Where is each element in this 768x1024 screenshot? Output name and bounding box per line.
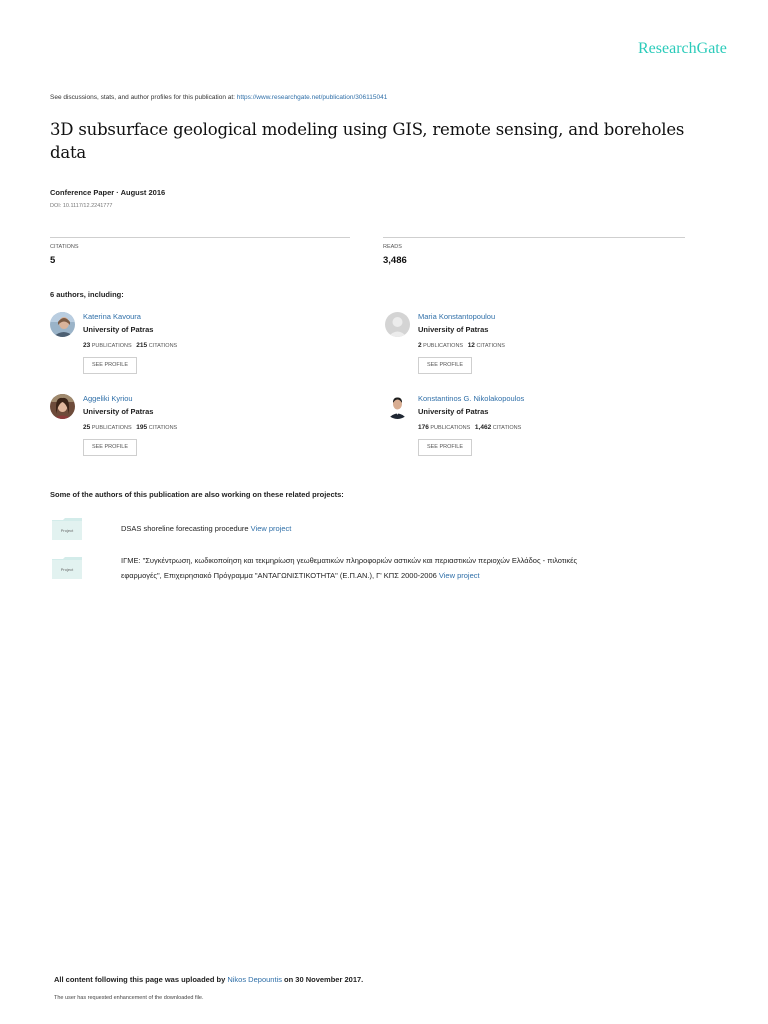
related-projects-heading: Some of the authors of this publication are also working on these related projects:: [50, 490, 344, 499]
author-publications-count: 2: [418, 342, 422, 349]
author-avatar[interactable]: [50, 394, 75, 419]
discussion-line: [50, 94, 387, 101]
reads-value: 3,486: [383, 255, 407, 266]
publications-label: PUBLICATIONS: [423, 343, 464, 349]
researchgate-logo[interactable]: ResearchGate: [638, 40, 727, 57]
project-title-line1: ΙΓΜΕ: "Συγκέντρωση, κωδικοποίηση και τεκμηρίωση γεωθεματικών πληροφοριών αστικών και περιαστικών περιοχών Ελλάδος - πιλοτικές: [121, 556, 578, 565]
upload-suffix: on 30 November 2017.: [281, 975, 364, 984]
author-citations-count: 215: [136, 342, 148, 349]
citations-label: CITATIONS: [492, 425, 522, 431]
citations-value: 5: [50, 255, 56, 266]
publication-url-link[interactable]: https://www.researchgate.net/publication/306115041: [236, 94, 388, 101]
author-institution: University of Patras: [418, 407, 489, 416]
author-citations-count: 1,462: [474, 424, 492, 431]
paper-doi: DOI: 10.1117/12.2241777: [50, 203, 113, 209]
view-project-link[interactable]: View project: [438, 571, 480, 580]
citations-label: CITATIONS: [148, 343, 178, 349]
publications-label: PUBLICATIONS: [430, 425, 471, 431]
project-folder-icon: [52, 518, 82, 540]
enhancement-note: The user has requested enhancement of the downloaded file.: [54, 995, 204, 1001]
citations-label: CITATIONS: [148, 425, 178, 431]
author-stats: [83, 342, 177, 349]
project-title: DSAS shoreline forecasting procedure: [121, 524, 251, 533]
author-name-link[interactable]: Katerina Kavoura: [83, 312, 141, 321]
publications-label: PUBLICATIONS: [91, 343, 132, 349]
project-folder-icon: [52, 557, 82, 579]
author-name-link[interactable]: Maria Konstantopoulou: [418, 312, 496, 321]
author-institution: University of Patras: [83, 325, 154, 334]
project-icon-label: Project: [60, 528, 74, 533]
author-publications-count: 23: [83, 342, 91, 349]
author-stats: [418, 424, 521, 431]
project-title-line2-wrapper: [121, 568, 711, 583]
author-institution: University of Patras: [418, 325, 489, 334]
reads-label: READS: [383, 244, 402, 250]
citations-label: CITATIONS: [476, 343, 505, 349]
author-card: [385, 312, 705, 382]
project-title-line2: εφαρμογές", Επιχειρησιακό Πρόγραμμα "ΑΝΤΑΓΩΝΙΣΤΙΚΟΤΗΤΑ" (Ε.Π.ΑΝ.), Γ' ΚΠΣ 2000-2006: [121, 571, 439, 580]
project-description: [121, 553, 711, 583]
author-card: [385, 394, 705, 464]
reads-divider: [383, 237, 685, 238]
discussion-prefix: See discussions, stats, and author profiles for this publication at:: [50, 94, 237, 101]
author-avatar[interactable]: [50, 312, 75, 337]
project-description: [121, 521, 291, 536]
author-stats: [418, 342, 505, 349]
see-profile-button[interactable]: SEE PROFILE: [83, 439, 137, 456]
author-name-link[interactable]: Konstantinos G. Nikolakopoulos: [418, 394, 525, 403]
author-name-link[interactable]: Aggeliki Kyriou: [83, 394, 133, 403]
citations-divider: [50, 237, 350, 238]
author-stats: [83, 424, 177, 431]
author-publications-count: 176: [418, 424, 429, 431]
author-avatar[interactable]: [385, 394, 410, 419]
author-institution: University of Patras: [83, 407, 154, 416]
publications-label: PUBLICATIONS: [91, 425, 132, 431]
author-avatar-placeholder[interactable]: [385, 312, 410, 337]
author-citations-count: 195: [136, 424, 148, 431]
upload-notice: [54, 975, 363, 984]
author-citations-count: 12: [467, 342, 475, 349]
authors-heading: 6 authors, including:: [50, 290, 124, 299]
author-publications-count: 25: [83, 424, 91, 431]
upload-prefix: All content following this page was uploaded by: [54, 975, 228, 984]
citations-label: CITATIONS: [50, 244, 79, 250]
paper-type: Conference Paper · August 2016: [50, 188, 166, 197]
see-profile-button[interactable]: SEE PROFILE: [418, 357, 472, 374]
view-project-link[interactable]: View project: [250, 524, 292, 533]
paper-title: 3D subsurface geological modeling using GIS, remote sensing, and boreholes data: [50, 120, 685, 162]
see-profile-button[interactable]: SEE PROFILE: [83, 357, 137, 374]
uploader-link[interactable]: Nikos Depountis: [227, 975, 282, 984]
project-icon-label: Project: [60, 567, 74, 572]
author-card: [50, 312, 370, 382]
see-profile-button[interactable]: SEE PROFILE: [418, 439, 472, 456]
author-card: [50, 394, 370, 464]
